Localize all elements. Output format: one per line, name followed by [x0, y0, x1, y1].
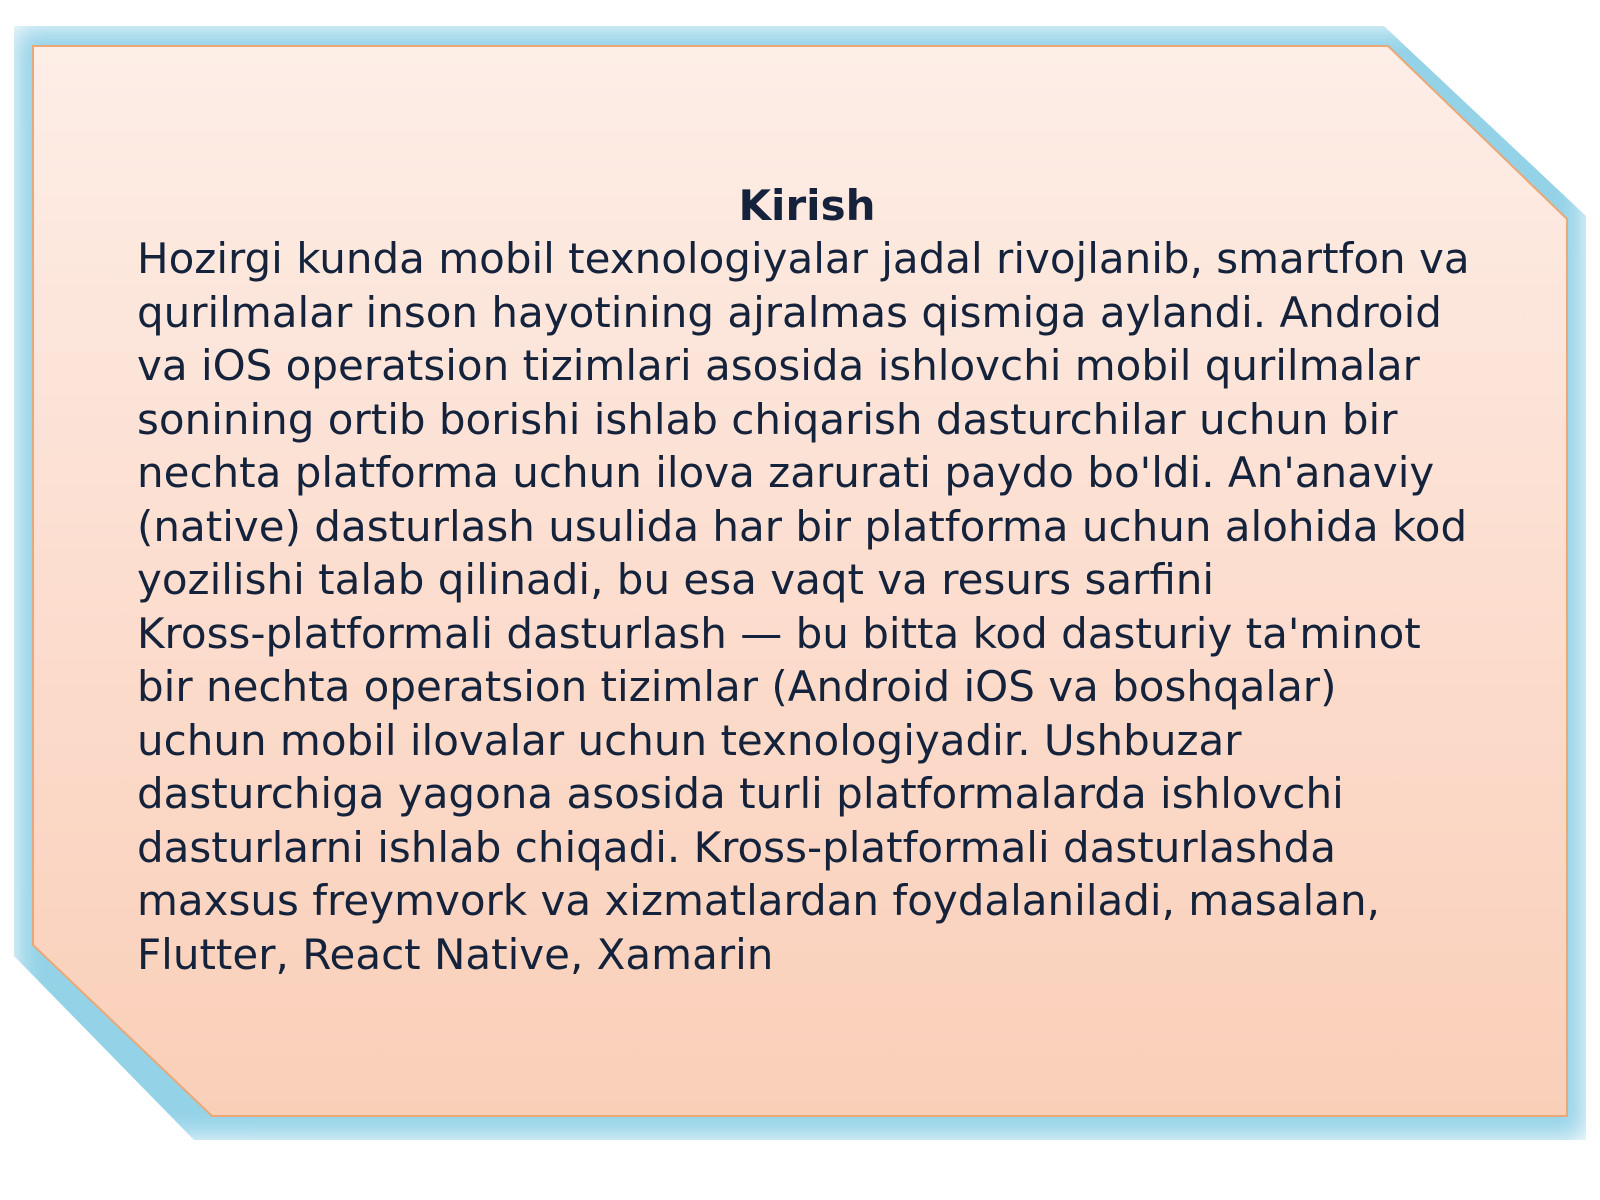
paragraph-line: uchun mobil ilovalar uchun texnologiyadir. Ushbuzar	[137, 715, 1242, 765]
paragraph-line: yozilishi talab qilinadi, bu esa vaqt va resurs sarfini	[137, 555, 1215, 604]
paragraph-line: Kross-platformali dasturlash — bu bitta kod dasturiy ta'minot	[137, 608, 1421, 658]
paragraph-line: dasturlarni ishlab chiqadi. Kross-platformali dasturlashda	[137, 822, 1336, 872]
paragraph-line: bir nechta operatsion tizimlar (Android iOS va boshqalar)	[137, 662, 1337, 711]
paragraph-line: qurilmalar inson hayotining ajralmas qismiga aylandi. Android	[137, 287, 1442, 337]
paragraph-line: maxsus freymvork va xizmatlardan foydalaniladi, masalan,	[137, 876, 1380, 925]
paragraph-line: dasturchiga yagona asosida turli platformalarda ishlovchi	[137, 769, 1344, 818]
paragraph-line: va iOS operatsion tizimlari asosida ishlovchi mobil qurilmalar	[137, 341, 1420, 390]
paragraph-line: sonining ortib borishi ishlab chiqarish dasturchilar uchun bir	[137, 394, 1398, 444]
document-title: Kirish	[738, 181, 876, 230]
paragraph-line: nechta platforma uchun ilova zarurati paydo bo'ldi. An'anaviy	[137, 448, 1435, 497]
card-content	[137, 180, 1477, 981]
paragraph-line: Hozirgi kunda mobil texnologiyalar jadal rivojlanib, smartfon va	[137, 234, 1470, 283]
document-paragraph	[137, 232, 1477, 981]
paragraph-line: Flutter, React Native, Xamarin	[137, 929, 774, 979]
paragraph-line: (native) dasturlash usulida har bir platforma uchun alohida kod	[137, 501, 1468, 551]
